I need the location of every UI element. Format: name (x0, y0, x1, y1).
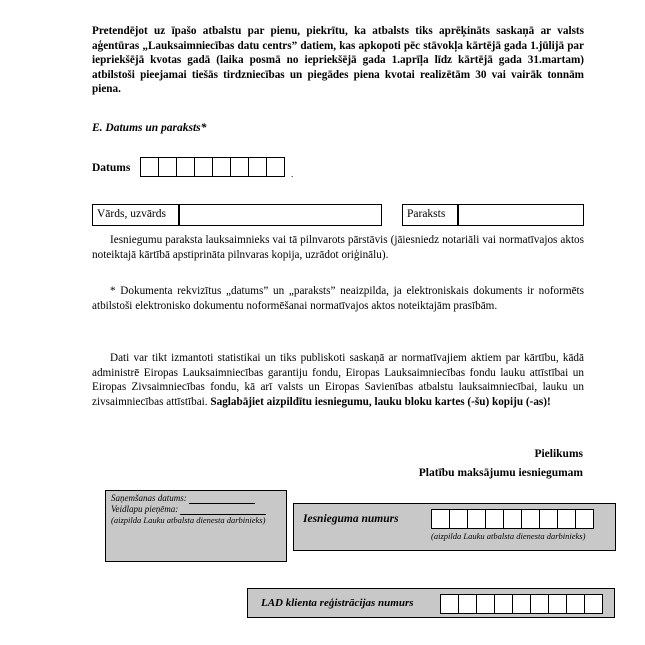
data-use-paragraph (92, 351, 584, 409)
signature-input[interactable] (458, 204, 584, 226)
received-date-field[interactable] (111, 493, 283, 504)
office-note: (aizpilda Lauku atbalsta dienesta darbinieks) (111, 515, 266, 525)
lad-registration-cell[interactable] (584, 594, 603, 614)
date-separator-dot: . (213, 169, 216, 179)
lad-registration-cell[interactable] (530, 594, 549, 614)
date-digit-cell[interactable] (140, 157, 159, 177)
lad-registration-cell[interactable] (494, 594, 513, 614)
date-digit-cell[interactable] (266, 157, 285, 177)
lad-registration-cell[interactable] (566, 594, 585, 614)
date-digit-cell[interactable] (230, 157, 249, 177)
application-number-box (293, 503, 616, 551)
lad-registration-cell[interactable] (440, 594, 459, 614)
date-digit-cell[interactable] (176, 157, 195, 177)
lad-registration-box (247, 588, 615, 618)
lad-registration-cells[interactable] (440, 594, 602, 614)
appendix-title: Pielikums (534, 448, 583, 460)
application-number-label: Iesnieguma numurs (303, 513, 399, 525)
form-accepted-field[interactable] (111, 504, 283, 515)
application-number-cell[interactable] (539, 509, 558, 529)
section-title: E. Datums un paraksts* (92, 122, 207, 134)
data-use-bold-text: Saglabājiet aizpildītu iesniegumu, lauku bloku kartes (-šu) kopiju (-as)! (210, 395, 551, 408)
received-date-label: Saņemšanas datums: (111, 493, 187, 503)
date-digit-cell[interactable] (158, 157, 177, 177)
application-number-cell[interactable] (557, 509, 576, 529)
authorization-note: Iesniegumu paraksta lauksaimnieks vai tā pilnvarots pārstāvis (jāiesniedz notariāli vai normatīvajos aktos noteiktajā kārtībā apstiprināta pilnvaras kopija, uzrādot oriģinālu). (92, 234, 584, 261)
date-digit-cell[interactable] (248, 157, 267, 177)
intro-paragraph: Pretendējot uz īpašo atbalstu par pienu, piekrītu, ka atbalsts tiks aprēķināts saskaņā ar valsts aģentūras „Lauksaimniecības datu centrs” datiem, kas apkopoti pēc stāvokļa kārtējā gada 1.jūlijā par iepriekšējā kvotas gadā (laika posmā no iepriekšējā gada 1.aprīļa līdz kārtējā gada 31.martam) atbilstoši pieejamai tiešās tirdzniecības un piegādes piena kvotai realizētām 30 vai vairāk tonnām piena. (92, 25, 584, 96)
date-separator-dot: . (176, 169, 179, 179)
appendix-subtitle: Platību maksājumu iesniegumam (418, 467, 583, 479)
received-date-line[interactable] (189, 494, 255, 504)
application-number-cell[interactable] (503, 509, 522, 529)
date-label: Datums (92, 162, 131, 174)
lad-registration-cell[interactable] (512, 594, 531, 614)
form-accepted-line[interactable] (180, 505, 266, 515)
lad-registration-cell[interactable] (458, 594, 477, 614)
application-number-cell[interactable] (449, 509, 468, 529)
application-number-cell[interactable] (467, 509, 486, 529)
form-accepted-label: Veidlapu pieņēma: (111, 504, 179, 514)
name-label-box: Vārds, uzvārds (92, 204, 179, 226)
application-number-note: (aizpilda Lauku atbalsta dienesta darbinieks) (431, 531, 586, 541)
lad-registration-cell[interactable] (548, 594, 567, 614)
signature-label-box: Paraksts (402, 204, 458, 226)
application-number-cell[interactable] (431, 509, 450, 529)
date-digit-cell[interactable] (194, 157, 216, 179)
data-use-text: Dati var tikt izmantoti statistikai un tiks publiskoti saskaņā ar normatīvajiem aktiem par kārtību, kādā administrē Eiropas Lauksaimniecības garantiju fondu, Eiropas Lauksaimniecības fondu lauku attīstībai un Eiropas Zivsaimniecības fondu, kā arī valsts un Eiropas Savienības atbalstu lauksaimniecībai, lauku un zivsaimniecības attīstībai. (92, 352, 584, 408)
application-number-cells[interactable] (431, 509, 593, 529)
lad-registration-cell[interactable] (476, 594, 495, 614)
date-separator-dot: . (291, 169, 294, 179)
lad-registration-label: LAD klienta reģistrācijas numurs (261, 597, 414, 609)
date-input-cells[interactable] (140, 157, 284, 177)
application-number-cell[interactable] (485, 509, 504, 529)
name-input[interactable] (179, 204, 382, 226)
application-number-cell[interactable] (521, 509, 540, 529)
application-number-cell[interactable] (575, 509, 594, 529)
footnote: * Dokumenta rekvizītus „datums” un „paraksts” neaizpilda, ja elektroniskais dokuments ir noformēts atbilstoši elektronisko dokumentu noformēšanai normatīvajos aktos noteiktajām prasībām. (92, 285, 584, 312)
office-use-box (105, 490, 287, 562)
